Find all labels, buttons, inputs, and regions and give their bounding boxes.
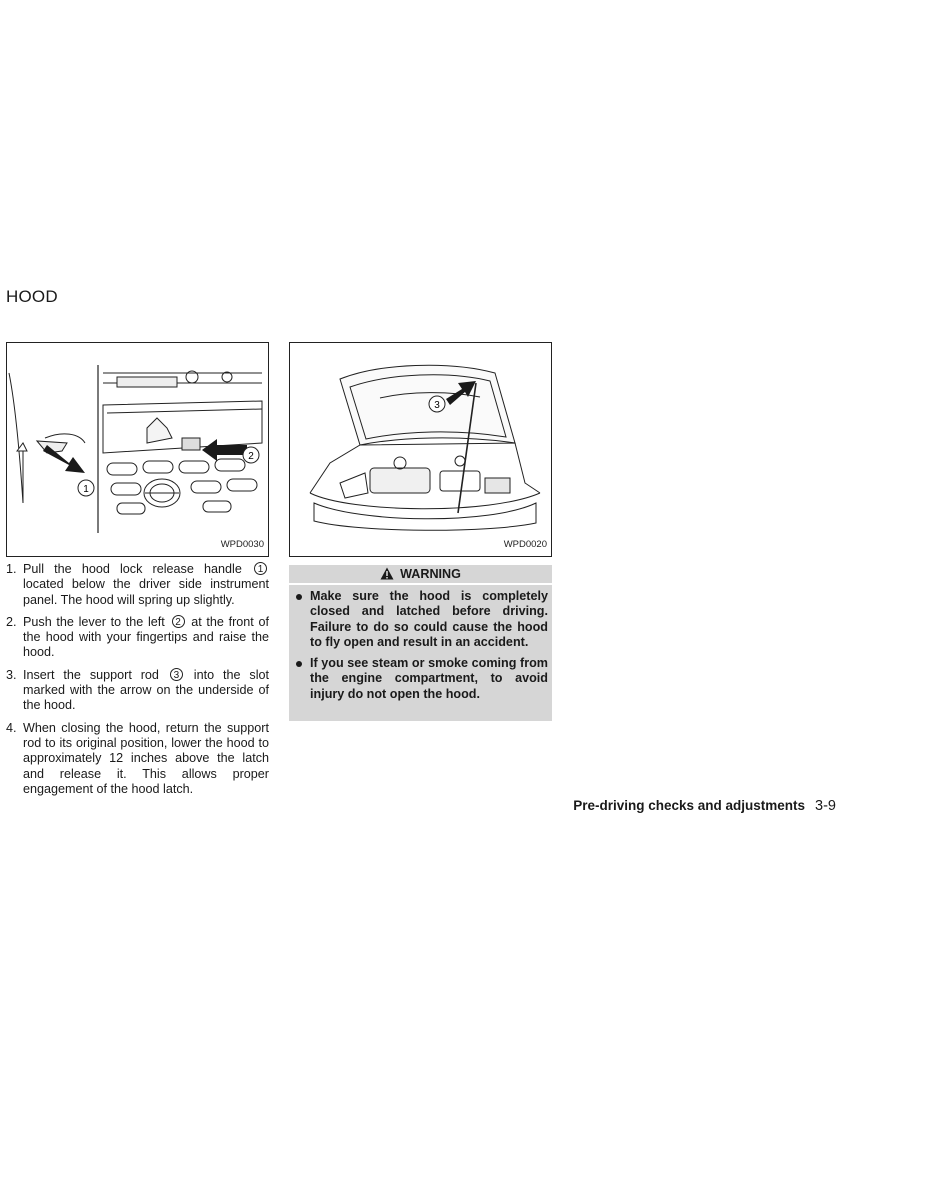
step-text: Push the lever to the left [23,614,165,629]
callout-reference: 3 [170,668,183,681]
step-text: located below the driver side instrument panel. The hood will spring up slightly. [23,577,269,607]
step-item [6,615,269,661]
step-text: into the slot marked with the arrow on the underside of the hood. [23,667,270,713]
warning-title: WARNING [400,567,461,581]
hood-release-illustration [7,343,268,556]
step-number: 3. [6,667,17,682]
hood-release-figure [6,342,269,557]
step-item [6,721,269,797]
step-text: at the front of the hood with your fingertips and raise the hood. [23,614,269,660]
step-number: 2. [6,614,17,629]
step-number: 4. [6,720,17,735]
step-item [6,562,269,608]
callout-2-marker [243,447,259,463]
warning-text: Make sure the hood is completely closed and latched before driving. Failure to do so could cause the hood to fly open and result in an accident. [310,589,548,649]
callout-3-marker [429,396,445,412]
callout-reference: 2 [172,615,185,628]
warning-item [293,589,548,650]
warning-triangle-icon [380,567,394,580]
step-text: Pull the hood lock release handle [23,562,242,576]
open-hood-illustration [290,343,551,556]
footer-section-title: Pre-driving checks and adjustments [573,798,806,813]
callout-reference: 1 [254,562,267,575]
warning-list [289,585,552,702]
page-number: 3-9 [815,798,836,814]
page-footer [573,798,836,814]
callout-1-label: 1 [83,484,89,495]
bullet-icon [296,594,302,600]
section-title: HOOD [6,287,58,306]
open-hood-figure [289,342,552,557]
warning-text: If you see steam or smoke coming from the engine compartment, to avoid injury do not open the hood. [310,656,548,701]
step-item [6,668,269,714]
warning-header [289,565,552,585]
warning-box [289,565,552,721]
warning-item [293,656,548,702]
bullet-icon [296,661,302,667]
callout-3-label: 3 [434,400,440,411]
callout-1-marker [78,480,94,496]
step-number: 1. [6,562,17,576]
figure-code-left: WPD0030 [220,539,264,550]
callout-2-label: 2 [248,451,254,462]
step-text: When closing the hood, return the support rod to its original position, lower the hood to approximately 12 inches above the latch and release it. This allows proper engagement of the hood latch. [23,720,269,796]
hood-opening-steps [6,562,269,804]
step-text: Insert the support rod [23,667,159,682]
figure-code-right: WPD0020 [503,539,547,550]
